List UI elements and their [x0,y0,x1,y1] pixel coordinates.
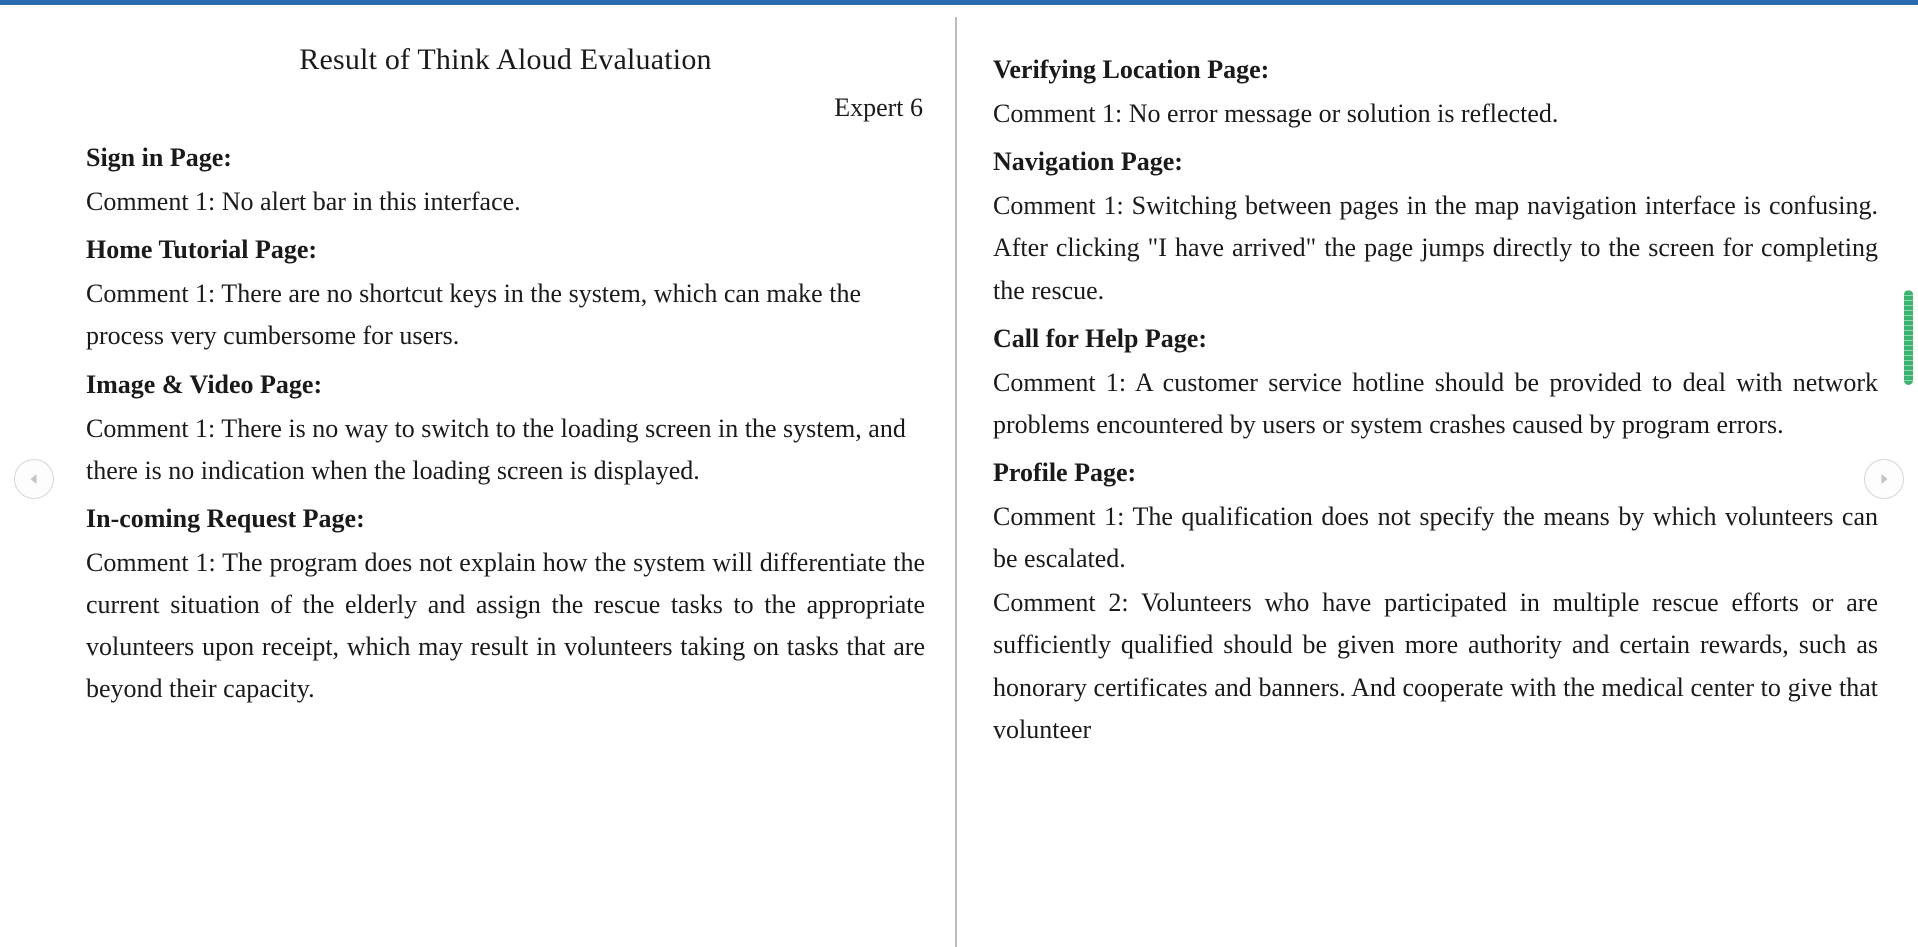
document-columns [0,5,1918,947]
vertical-scrollbar[interactable] [1902,5,1916,947]
scrollbar-thumb[interactable] [1904,290,1913,385]
section-heading-verifying-location: Verifying Location Page: [993,55,1270,84]
page-title: Result of Think Aloud Evaluation [299,43,712,76]
section-heading-profile: Profile Page: [993,457,1137,487]
comment-text: Comment 1: The program does not explain how the system will differentiate the current situation of the elderly and assign the rescue tasks to the appropriate volunteers upon receipt, which may result in volunteers taking on tasks that are beyond their capacity. [86,547,925,704]
comment-text: Comment 1: There is no way to switch to the loading screen in the system, and there is no indication when the loading screen is displayed. [86,413,906,485]
section-heading-sign-in: Sign in Page: [86,143,232,172]
comment-text: Comment 1: Switching between pages in the map navigation interface is confusing. After clicking "I have arrived" the page jumps directly to the screen for completing the rescue. [993,191,1878,305]
chevron-right-icon [1877,472,1891,486]
comment-text: Comment 1: No error message or solution is reflected. [993,99,1559,129]
section-heading-image-video: Image & Video Page: [86,369,323,399]
comment-text: Comment 1: No alert bar in this interface. [86,187,521,217]
document-byline: Expert 6 [834,93,923,122]
document-page [0,5,1918,947]
section-heading-incoming-request: In-coming Request Page: [86,503,365,533]
section-heading-navigation: Navigation Page: [993,147,1183,177]
previous-page-button[interactable] [14,459,54,499]
comment-text: Comment 2: Volunteers who have participated in multiple rescue efforts or are sufficiently qualified should be given more authority and certain rewards, such as honorary certificates and banners. And cooperate with the medical center to give that volunteer [993,588,1878,744]
comment-text: Comment 1: There are no shortcut keys in the system, which can make the process very cumbersome for users. [86,279,861,351]
right-column [957,5,1918,947]
comment-text: Comment 1: The qualification does not specify the means by which volunteers can be escalated. [993,502,1878,574]
chevron-left-icon [27,472,41,486]
next-page-button[interactable] [1864,459,1904,499]
section-heading-home-tutorial: Home Tutorial Page: [86,235,318,265]
section-heading-call-for-help: Call for Help Page: [993,323,1207,353]
comment-text: Comment 1: A customer service hotline should be provided to deal with network problems encountered by users or system crashes caused by program errors. [993,367,1878,439]
left-column [0,5,955,947]
